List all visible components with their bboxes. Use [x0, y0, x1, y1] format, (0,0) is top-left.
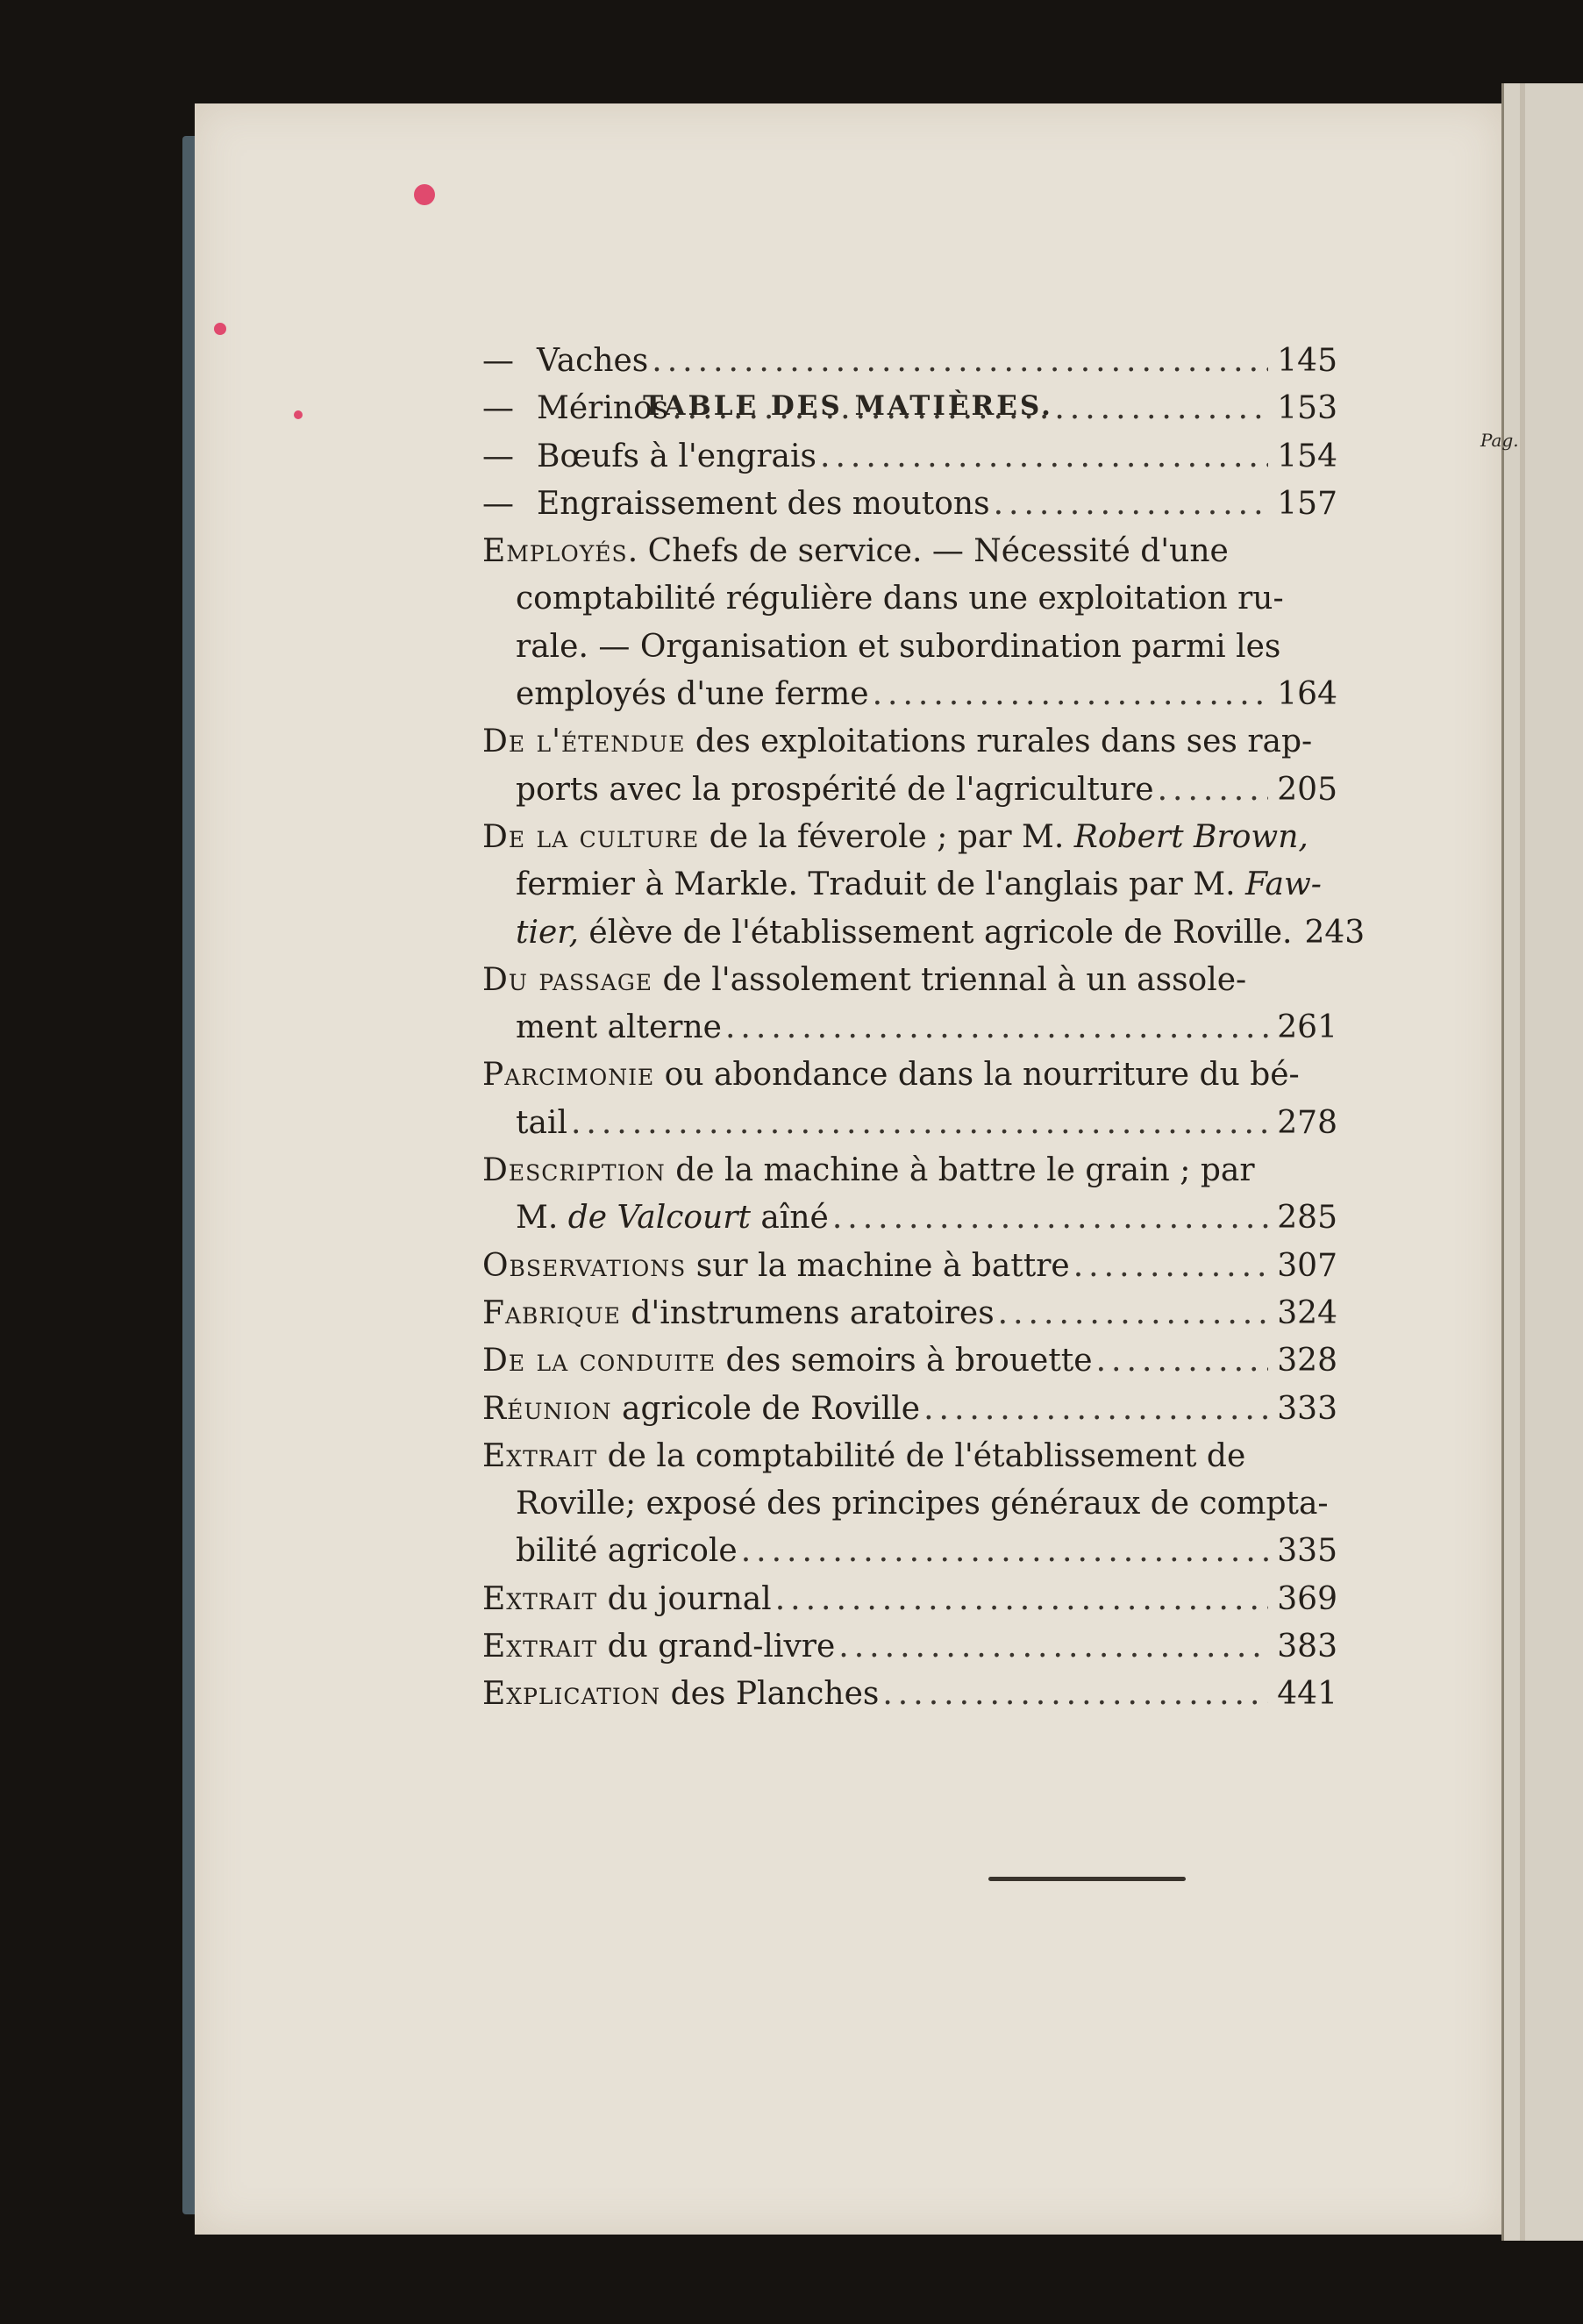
toc-entry-text: de la machine à battre le grain ; par	[665, 1152, 1255, 1189]
toc-line-text	[537, 338, 648, 385]
toc-page-number: 154	[1277, 438, 1337, 474]
toc-italic-name: Robert Brown,	[1073, 818, 1308, 855]
toc-line-text	[482, 957, 1246, 1004]
toc-line	[482, 909, 1366, 957]
toc-entry-text: ports avec la prospérité de l'agriculture	[516, 771, 1154, 808]
toc-entry-text: des semoirs à brouette	[716, 1343, 1093, 1379]
toc-line	[482, 1528, 1337, 1575]
page-header: TABLE DES MATIÈRES.	[643, 390, 1053, 422]
toc-entry-heading: Du passage	[482, 961, 653, 998]
toc-entry-text: ou abondance dans la nourriture du bé-	[654, 1057, 1300, 1094]
toc-entry-text: bilité agricole	[516, 1533, 738, 1570]
toc-line	[482, 861, 1337, 909]
toc-leader-dots	[832, 1194, 1268, 1242]
toc-line	[482, 957, 1337, 1004]
toc-line	[482, 1576, 1337, 1623]
toc-leader-dots	[775, 1576, 1269, 1623]
toc-line	[482, 528, 1337, 575]
toc-line	[482, 338, 1337, 385]
toc-leader-dots	[873, 671, 1269, 718]
toc-leader-dots	[882, 1671, 1268, 1718]
pink-ink-stain-small	[214, 323, 226, 335]
toc-leader-dots	[923, 1386, 1268, 1433]
toc-entry-text: Vaches	[537, 343, 649, 379]
toc-entry-text: ment alterne	[516, 1009, 722, 1046]
toc-line	[482, 1337, 1337, 1385]
toc-entry-text: tail	[516, 1104, 567, 1141]
toc-leader-dots	[994, 481, 1269, 528]
toc-line-text	[482, 1147, 1255, 1194]
table-of-contents	[482, 338, 1366, 1719]
toc-entry-heading: Explication	[482, 1676, 661, 1713]
toc-line-text	[516, 624, 1280, 671]
toc-line-text	[482, 1290, 995, 1337]
toc-entry-heading: Extrait	[482, 1580, 598, 1617]
toc-line-text	[482, 1623, 835, 1671]
toc-line-text	[482, 1337, 1093, 1385]
toc-line	[482, 1194, 1337, 1242]
toc-dash: —	[482, 438, 514, 474]
toc-leader-dots	[838, 1623, 1268, 1671]
toc-leader-dots	[741, 1528, 1269, 1575]
toc-line	[482, 766, 1337, 814]
closing-rule	[988, 1877, 1186, 1881]
toc-italic-name: Faw-	[1244, 866, 1322, 903]
toc-leader-dots	[571, 1100, 1268, 1147]
toc-page-number: 369	[1277, 1580, 1337, 1617]
toc-line	[482, 481, 1337, 528]
toc-line	[482, 1147, 1337, 1194]
facing-page-edge	[1501, 83, 1583, 2241]
toc-leader-dots	[820, 433, 1268, 481]
toc-line-text	[537, 481, 990, 528]
toc-entry-text: Bœufs à l'engrais	[537, 438, 816, 474]
toc-page-number: 157	[1277, 485, 1337, 522]
toc-line-text	[516, 766, 1154, 814]
toc-entry-text: employés d'une ferme	[516, 676, 869, 713]
toc-entry-text: M.	[516, 1200, 568, 1237]
toc-dash: —	[482, 390, 514, 427]
toc-page-number: 333	[1277, 1390, 1337, 1427]
toc-line-text	[516, 909, 1292, 957]
toc-entry-text: comptabilité régulière dans une exploitation ru-	[516, 581, 1284, 617]
toc-entry-heading: Fabrique	[482, 1294, 621, 1331]
toc-entry-text: Roville; exposé des principes généraux de compta-	[516, 1486, 1329, 1522]
toc-line	[482, 1243, 1337, 1290]
toc-line-text	[482, 1243, 1070, 1290]
toc-line-text	[537, 385, 668, 432]
toc-italic-name: de Valcourt	[567, 1200, 751, 1237]
toc-page-number: 145	[1277, 343, 1337, 379]
toc-page-number: 383	[1277, 1629, 1337, 1665]
toc-leader-dots	[998, 1290, 1269, 1337]
toc-page-number: 278	[1277, 1104, 1337, 1141]
toc-line	[482, 1004, 1337, 1052]
toc-entry-heading: De la conduite	[482, 1343, 717, 1379]
toc-line	[482, 1433, 1337, 1480]
toc-line-text	[482, 1052, 1300, 1099]
toc-page-number: 261	[1277, 1009, 1337, 1046]
toc-page-number: 164	[1277, 676, 1337, 713]
toc-leader-dots	[1096, 1337, 1269, 1385]
toc-line	[482, 1671, 1337, 1718]
toc-line-text	[516, 671, 869, 718]
toc-line-text	[482, 814, 1308, 861]
toc-line	[482, 624, 1337, 671]
toc-line-text	[482, 718, 1312, 766]
toc-entry-heading: De l'étendue	[482, 724, 686, 760]
toc-entry-text: des exploitations rurales dans ses rap-	[685, 724, 1313, 760]
toc-italic-name: tier,	[516, 914, 579, 951]
toc-page-number: 324	[1277, 1294, 1337, 1331]
toc-line-text	[482, 1671, 879, 1718]
toc-line	[482, 385, 1337, 432]
toc-entry-text: sur la machine à battre	[686, 1247, 1070, 1284]
toc-line-text	[516, 1004, 722, 1052]
toc-line-text	[482, 1433, 1245, 1480]
toc-line-text	[516, 1480, 1329, 1528]
toc-entry-text: de la féverole ; par M.	[699, 818, 1074, 855]
toc-entry-heading: Description	[482, 1152, 666, 1189]
toc-line	[482, 671, 1337, 718]
toc-line-text	[537, 433, 816, 481]
toc-line	[482, 1100, 1337, 1147]
toc-entry-text: du journal	[597, 1580, 772, 1617]
toc-page-number: 285	[1277, 1200, 1337, 1237]
toc-page-number: 307	[1277, 1247, 1337, 1284]
page-column-label: Pag.	[1480, 430, 1519, 451]
toc-page-number: 335	[1277, 1533, 1337, 1570]
toc-line	[482, 1623, 1337, 1671]
toc-entry-text: du grand-livre	[597, 1629, 836, 1665]
toc-entry-heading: Réunion	[482, 1390, 612, 1427]
toc-dash: —	[482, 343, 514, 379]
toc-line	[482, 1052, 1337, 1099]
toc-entry-text: fermier à Markle. Traduit de l'anglais par M.	[516, 866, 1245, 903]
toc-line	[482, 718, 1337, 766]
toc-entry-heading: Extrait	[482, 1437, 598, 1474]
toc-page-number: 243	[1304, 914, 1366, 951]
toc-leader-dots	[1158, 766, 1269, 814]
toc-entry-text: Engraissement des moutons	[537, 485, 990, 522]
toc-line	[482, 433, 1337, 481]
toc-entry-heading: Extrait	[482, 1629, 598, 1665]
pink-ink-stain	[414, 184, 435, 205]
toc-line	[482, 1290, 1337, 1337]
toc-leader-dots	[725, 1004, 1268, 1052]
toc-line-text	[516, 1194, 829, 1242]
toc-entry-heading: De la culture	[482, 818, 700, 855]
toc-line-text	[516, 861, 1322, 909]
toc-line	[482, 814, 1337, 861]
toc-entry-text: rale. — Organisation et subordination parmi les	[516, 628, 1281, 665]
toc-entry-text: de l'assolement triennal à un assole-	[652, 961, 1247, 998]
toc-entry-heading: Parcimonie	[482, 1057, 655, 1094]
toc-line	[482, 575, 1337, 623]
toc-page-number: 153	[1277, 390, 1337, 427]
toc-line-text	[516, 1100, 567, 1147]
toc-page-number: 205	[1277, 771, 1337, 808]
toc-entry-text: des Planches	[660, 1676, 880, 1713]
toc-line	[482, 1386, 1337, 1433]
toc-entry-text: de la comptabilité de l'établissement de	[597, 1437, 1246, 1474]
toc-line-text	[482, 528, 1229, 575]
toc-entry-text: élève de l'établissement agricole de Roville.	[578, 914, 1293, 951]
toc-entry-heading: Observations	[482, 1247, 687, 1284]
toc-line-text	[482, 1576, 772, 1623]
toc-entry-text: agricole de Roville	[611, 1390, 921, 1427]
toc-page-number: 328	[1277, 1343, 1337, 1379]
toc-leader-dots	[1073, 1243, 1269, 1290]
toc-leader-dots	[652, 338, 1268, 385]
toc-entry-text: d'instrumens aratoires	[620, 1294, 995, 1331]
toc-entry-text: aîné	[750, 1200, 829, 1237]
toc-entry-heading: Employés	[482, 533, 628, 570]
toc-dash: —	[482, 485, 514, 522]
toc-entry-text: . Chefs de service. — Nécessité d'une	[627, 533, 1229, 570]
toc-line	[482, 1480, 1337, 1528]
toc-line-text	[482, 1386, 920, 1433]
toc-page-number: 441	[1277, 1676, 1337, 1713]
toc-entry-text: Mérinos	[537, 390, 669, 427]
toc-line-text	[516, 575, 1284, 623]
toc-line-text	[516, 1528, 738, 1575]
toc-leader-dots	[672, 385, 1268, 432]
